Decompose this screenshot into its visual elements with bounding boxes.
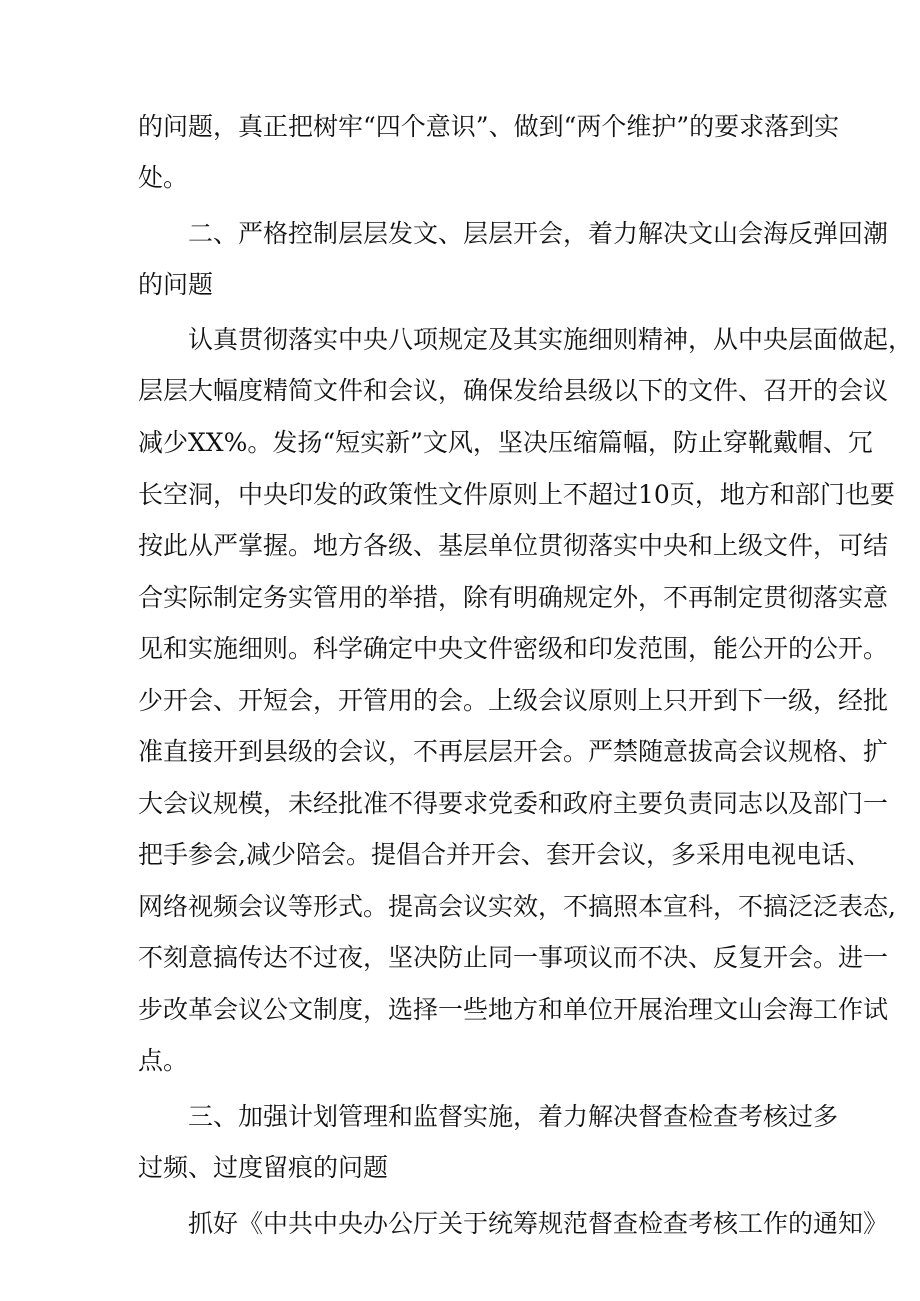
text-line: 少开会、开短会，开管用的会。上级会议原则上只开到下一级，经批 xyxy=(138,686,889,715)
text-line: 步改革会议公文制度，选择一些地方和单位开展治理文山会海工作试 xyxy=(138,995,889,1024)
text-line: 合实际制定务实管用的举措，除有明确规定外，不再制定贯彻落实意 xyxy=(138,583,889,612)
text-line: 处。 xyxy=(138,163,189,192)
text-line: 按此从严掌握。地方各级、基层单位贯彻落实中央和上级文件，可结 xyxy=(138,531,889,560)
section-heading-2-cont: 的问题 xyxy=(138,270,214,299)
text-line: 准直接开到县级的会议，不再层层开会。严禁随意拔高会议规格、扩 xyxy=(138,737,889,766)
text-line: 见和实施细则。科学确定中央文件密级和印发范围，能公开的公开。 xyxy=(138,634,889,663)
text-line: 大会议规模，未经批准不得要求党委和政府主要负责同志以及部门一 xyxy=(138,789,889,818)
text-line: 不刻意搞传达不过夜，坚决防止同一事项议而不决、反复开会。进一 xyxy=(138,943,889,972)
text-line: 减少XX%。发扬“短实新”文风，坚决压缩篇幅，防止穿靴戴帽、冗 xyxy=(138,428,873,457)
section-heading-3-cont: 过频、过度留痕的问题 xyxy=(138,1153,389,1182)
text-line: 把手参会,减少陪会。提倡合并开会、套开会议，多采用电视电话、 xyxy=(138,840,871,869)
text-line: 长空洞，中央印发的政策性文件原则上不超过10页，地方和部门也要 xyxy=(138,480,895,509)
text-line: 的问题，真正把树牢“四个意识”、做到“两个维护”的要求落到实 xyxy=(138,112,840,141)
section-heading-2: 二、严格控制层层发文、层层开会，着力解决文山会海反弹回潮 xyxy=(188,219,889,248)
text-line: 抓好《中共中央办公厅关于统筹规范督查检查考核工作的通知》 xyxy=(188,1209,889,1238)
text-line: 点。 xyxy=(138,1046,189,1075)
text-line: 网络视频会议等形式。提高会议实效，不搞照本宣科，不搞泛泛表态, xyxy=(138,892,896,921)
text-line: 认真贯彻落实中央八项规定及其实施细则精神，从中央层面做起， xyxy=(188,325,914,354)
text-line: 层层大幅度精简文件和会议，确保发给县级以下的文件、召开的会议 xyxy=(138,376,889,405)
section-heading-3: 三、加强计划管理和监督实施，着力解决督查检查考核过多 xyxy=(188,1102,839,1131)
